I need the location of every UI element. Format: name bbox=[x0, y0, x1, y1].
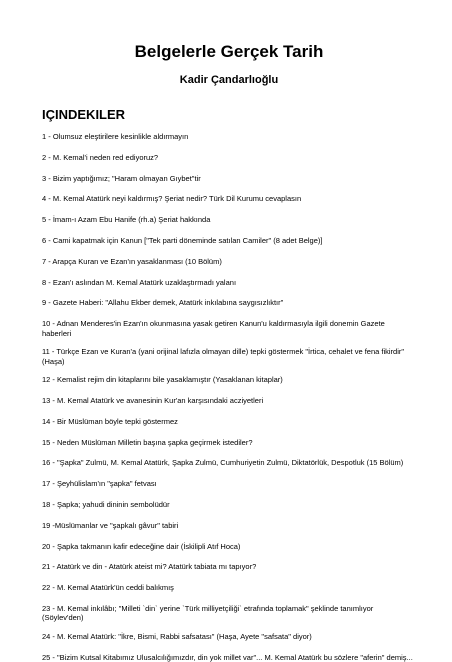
toc-item: 20 - Şapka takmanın kafir edeceğine dair (İskilipli Atıf Hoca) bbox=[42, 541, 241, 551]
toc-item: 12 - Kemalist rejim din kitaplarını bile yasaklamıştır (Yasaklanan kitaplar) bbox=[42, 375, 283, 385]
document-author: Kadir Çandarlıoğlu bbox=[179, 74, 279, 86]
toc-item: 8 - Ezan'ı aslından M. Kemal Atatürk uzaklaştırmadı yalanı bbox=[42, 277, 237, 287]
toc-item: 7 - Arapça Kuran ve Ezan'ın yasaklanması (10 Bölüm) bbox=[42, 256, 222, 266]
toc-item: 22 - M. Kemal Atatürk'ün ceddi balıkmış bbox=[42, 583, 174, 593]
toc-item: 18 - Şapka; yahudi dininin sembolüdür bbox=[42, 499, 170, 509]
toc-item: 24 - M. Kemal Atatürk: "İkre, Bismi, Rabbi safsatası" (Haşa, Ayete "safsata" diyor) bbox=[42, 631, 312, 641]
toc-item: 13 - M. Kemal Atatürk ve avanesinin Kur'an karşısındaki acziyetleri bbox=[42, 395, 264, 405]
toc-item: 16 - "Şapka" Zulmü, M. Kemal Atatürk, Şapka Zulmü, Cumhuriyetin Zulmü, Diktatörlük, Despotluk (15 Bölüm) bbox=[42, 458, 404, 468]
toc-item: 17 - Şeyhülislam'ın "şapka" fetvası bbox=[42, 479, 157, 489]
toc-item: 9 - Gazete Haberi: "Allahu Ekber demek, Atatürk inkılabına saygısızlıktır" bbox=[42, 298, 284, 308]
toc-heading: IÇINDEKILER bbox=[42, 107, 126, 122]
toc-item: 14 - Bir Müslüman böyle tepki göstermez bbox=[42, 416, 178, 426]
toc-item: 3 - Bizim yaptığımız; "Haram olmayan Gıybet"tir bbox=[42, 173, 201, 183]
toc-list bbox=[42, 132, 416, 662]
document-title: Belgelerle Gerçek Tarih bbox=[134, 42, 324, 61]
toc-item: 6 - Cami kapatmak için Kanun ["Tek parti döneminde satılan Camiler" (8 adet Belge)] bbox=[42, 235, 323, 245]
toc-item: 21 - Atatürk ve din - Atatürk ateist mi? Atatürk tabiata mı tapıyor? bbox=[42, 562, 257, 572]
toc-item: 25 - "Bizim Kutsal Kitabımız Ulusalcılığımızdır, din yok millet var"... M. Kemal Atatürk bu sözlere "aferin" demiş... bbox=[42, 652, 413, 662]
toc-item: 23 - M. Kemal inkılâbı; "Milleti `din` yerine `Türk milliyetçiliği` etrafında toplamak" şeklinde tanımlıyor (Söylev'den) bbox=[42, 603, 374, 623]
toc-item: 5 - İmam-ı Azam Ebu Hanife (rh.a) Şeriat hakkında bbox=[42, 215, 211, 225]
toc-item: 19 -Müslümanlar ve "şapkalı gâvur" tabiri bbox=[42, 520, 179, 530]
toc-item: 11 - Türkçe Ezan ve Kuran'a (yani orijinal lafızla olmayan dille) tepki göstermek "İrtica, cehalet ve fena fikirdir" (Haşa) bbox=[42, 347, 405, 366]
toc-item: 4 - M. Kemal Atatürk neyi kaldırmış? Şeriat nedir? Türk Dil Kurumu cevaplasın bbox=[42, 194, 302, 204]
toc-item: 15 - Neden Müslüman Milletin başına şapka geçirmek istediler? bbox=[42, 437, 253, 447]
toc-item: 10 - Adnan Menderes'in Ezan'ın okunmasına yasak getiren Kanun'u kaldırmasıyla ilgili donemin Gazete haberleri bbox=[42, 319, 385, 338]
toc-item: 1 - Olumsuz eleştirilere kesinlikle aldırmayın bbox=[42, 132, 189, 141]
toc-item: 2 - M. Kemal'i neden red ediyoruz? bbox=[42, 152, 159, 162]
